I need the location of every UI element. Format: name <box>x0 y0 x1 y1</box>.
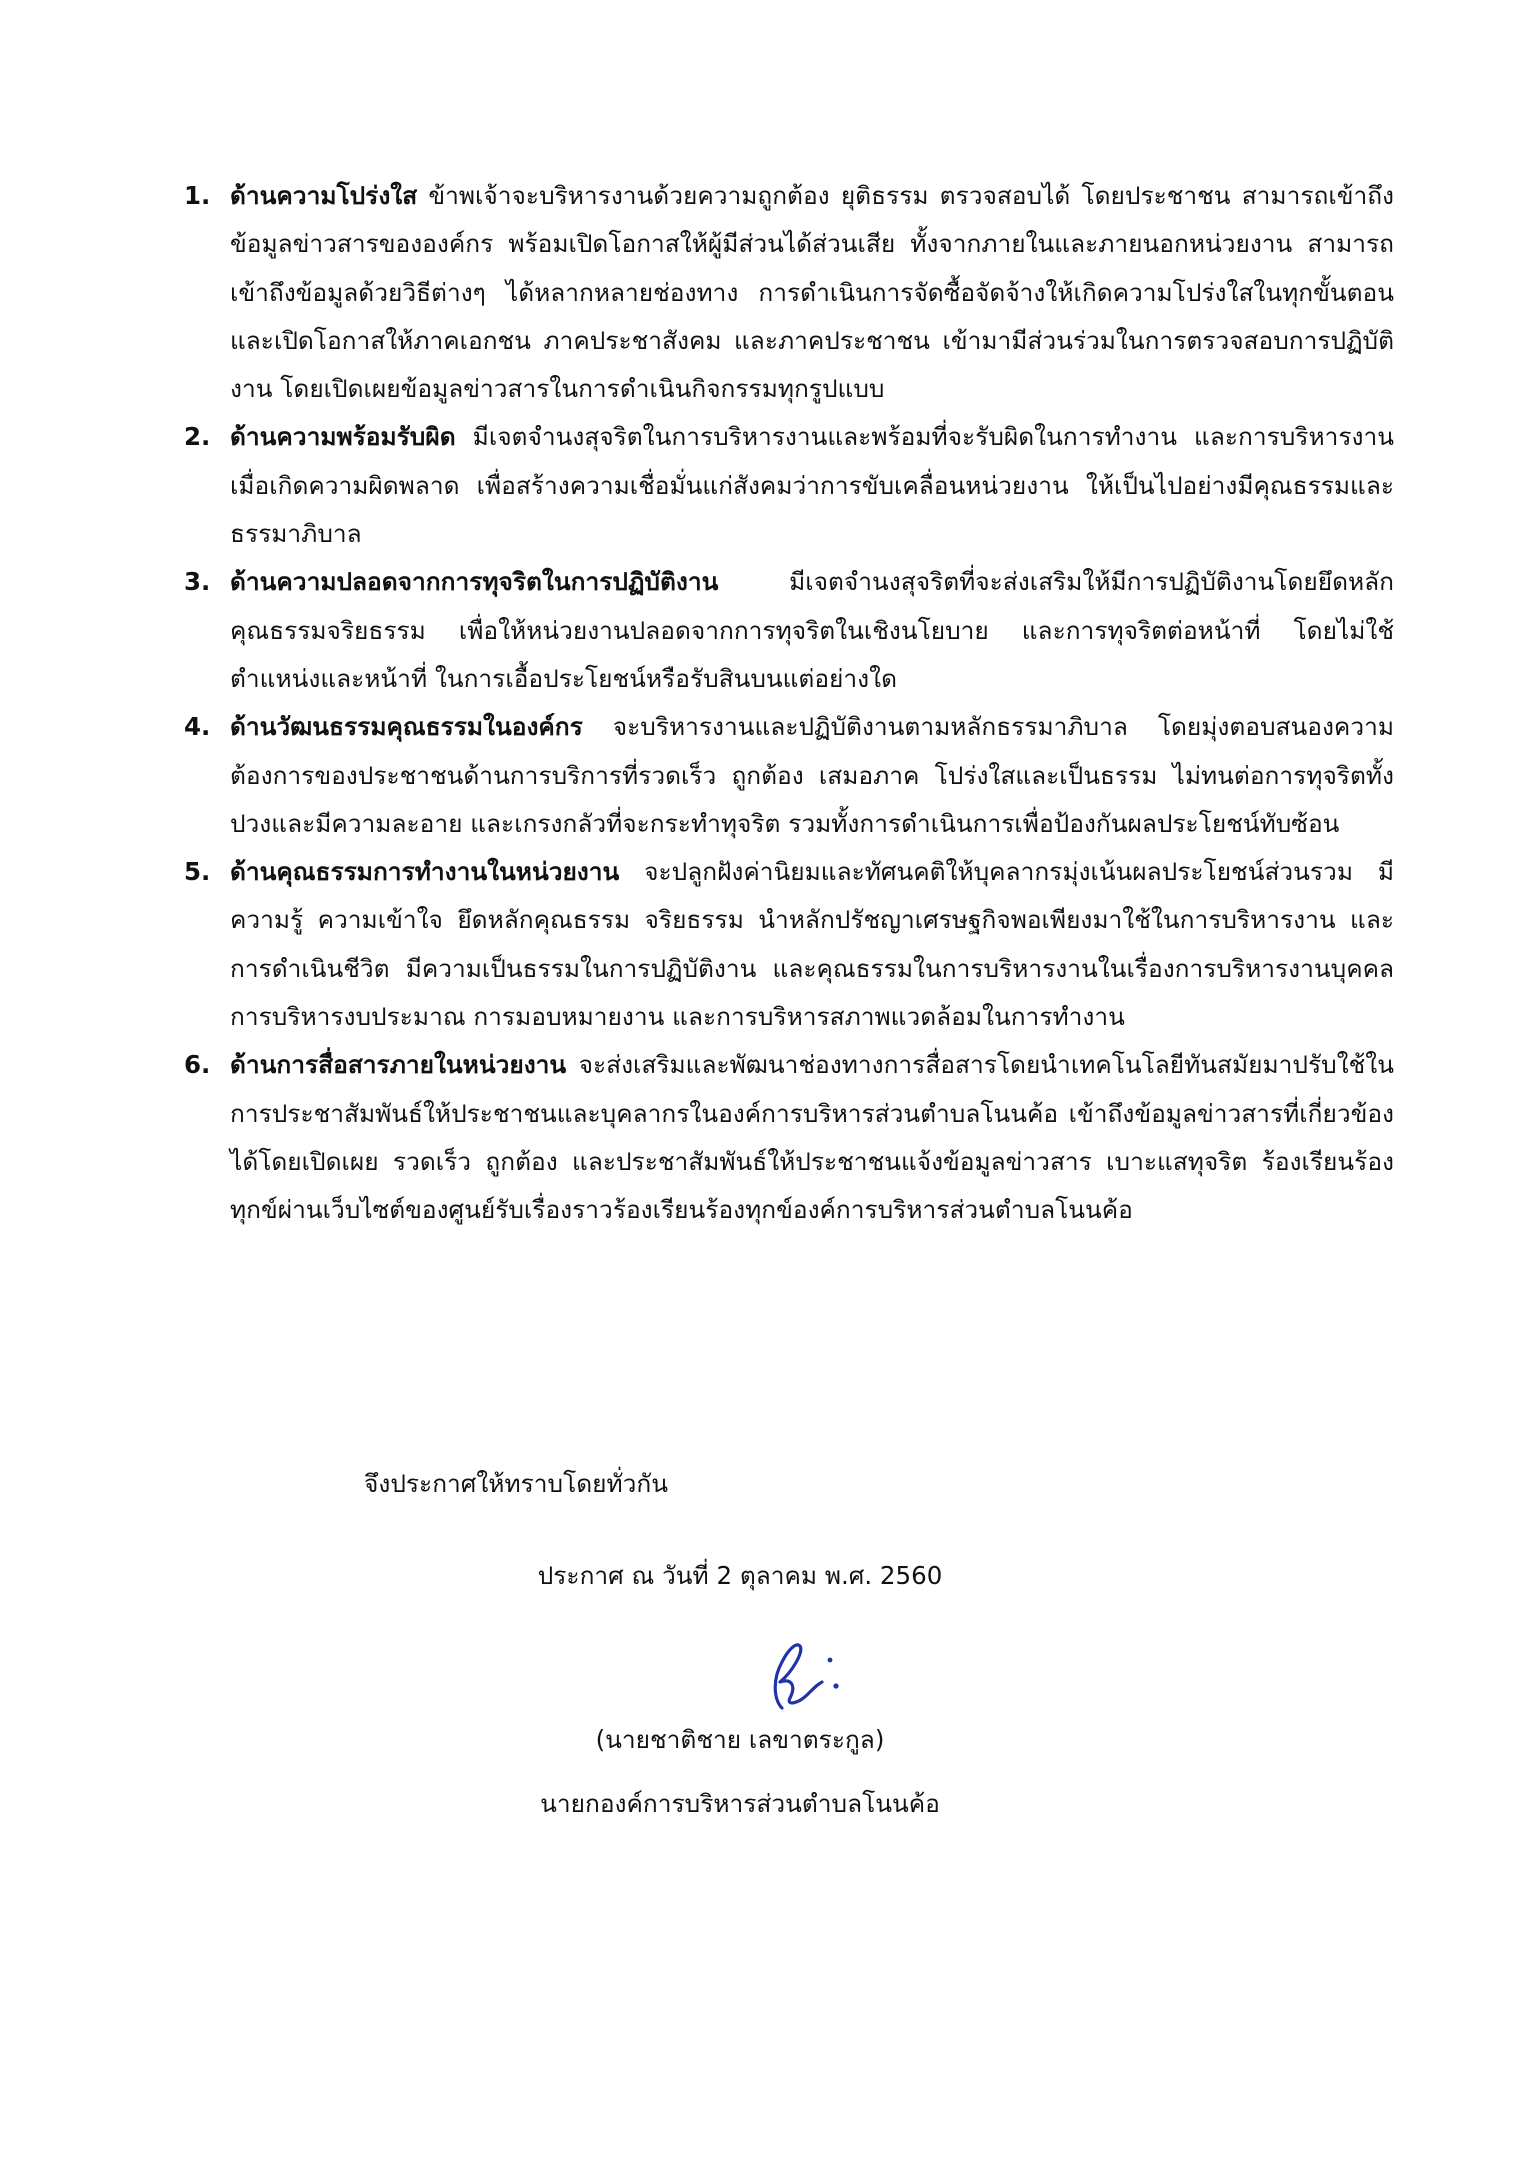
item-number: 5. <box>184 857 211 887</box>
signature-dot <box>828 1658 833 1663</box>
item-text: มีเจตจำนงสุจริตที่จะส่งเสริมให้มีการปฏิบัติงานโดยยึดหลักคุณธรรมจริยธรรม เพื่อให้หน่วยงานปลอดจากการทุจริตในเชิงนโยบาย และการทุจริตต่อหน้าที่ โดยไม่ใช้ตำแหน่งและหน้าที่ ในการเอื้อประโยชน์หรือรับสินบนแต่อย่างใด <box>230 567 1394 693</box>
item-text: จะส่งเสริมและพัฒนาช่องทางการสื่อสารโดยนำเทคโนโลยีทันสมัยมาปรับใช้ในการประชาสัมพันธ์ให้ประชาชนและบุคลากรในองค์การบริหารส่วนตำบลโนนค้อ เข้าถึงข้อมูลข่าวสารที่เกี่ยวข้องได้โดยเปิดเผย รวดเร็ว ถูกต้อง และประชาสัมพันธ์ให้ประชาชนแจ้งข้อมูลข่าวสาร เบาะแสทุจริต ร้องเรียนร้องทุกข์ผ่านเว็บไซต์ของศูนย์รับเรื่องราวร้องเรียนร้องทุกข์องค์การบริหารส่วนตำบลโนนค้อ <box>230 1050 1394 1225</box>
item-number: 1. <box>184 181 211 210</box>
item-body <box>230 558 1394 703</box>
list-item-ethical-culture <box>184 703 1394 848</box>
item-text: จะบริหารงานและปฏิบัติงานตามหลักธรรมาภิบาล โดยมุ่งตอบสนองความต้องการของประชาชนด้านการบริการที่รวดเร็ว ถูกต้อง เสมอภาค โปร่งใสและเป็นธรรม ไม่ทนต่อการทุจริตทั้งปวงและมีความละอาย และเกรงกลัวที่จะกระทำทุจริต รวมทั้งการดำเนินการเพื่อป้องกันผลประโยชน์ทับซ้อน <box>230 712 1394 838</box>
signature-stroke <box>775 1645 822 1708</box>
item-heading: ด้านคุณธรรมการทำงานในหน่วยงาน <box>230 857 620 887</box>
item-heading: ด้านความพร้อมรับผิด <box>230 422 456 452</box>
item-text: มีเจตจำนงสุจริตในการบริหารงานและพร้อมที่จะรับผิดในการทำงาน และการบริหารงานเมื่อเกิดความผิดพลาด เพื่อสร้างความเชื่อมั่นแก่สังคมว่าการขับเคลื่อนหน่วยงาน ให้เป็นไปอย่างมีคุณธรรมและธรรมาภิบาล <box>230 422 1394 549</box>
item-body <box>230 172 1394 413</box>
item-heading: ด้านความปลอดจากการทุจริตในการปฏิบัติงาน <box>230 567 719 597</box>
list-item-accountability <box>184 413 1394 558</box>
list-item-internal-communication <box>184 1041 1394 1234</box>
list-item-corruption-free <box>184 558 1394 703</box>
signer-title: นายกองค์การบริหารส่วนตำบลโนนค้อ <box>540 1789 940 1818</box>
item-number: 3. <box>184 567 211 597</box>
list-item-work-ethics <box>184 848 1394 1041</box>
item-body <box>230 703 1394 848</box>
item-heading: ด้านความโปร่งใส <box>230 181 418 210</box>
item-number: 6. <box>184 1050 211 1080</box>
item-body <box>230 848 1394 1041</box>
item-body <box>230 1041 1394 1234</box>
item-body <box>230 413 1394 558</box>
item-number: 4. <box>184 712 211 742</box>
item-heading: ด้านการสื่อสารภายในหน่วยงาน <box>230 1050 567 1080</box>
signature-dot <box>833 1683 838 1688</box>
closing-statement: จึงประกาศให้ทราบโดยทั่วกัน <box>364 1469 668 1498</box>
signer-name: (นายชาติชาย เลขาตระกูล) <box>595 1725 885 1754</box>
item-heading: ด้านวัฒนธรรมคุณธรรมในองค์กร <box>230 712 583 742</box>
item-number: 2. <box>184 422 211 452</box>
item-text: จะปลูกฝังค่านิยมและทัศนคติให้บุคลากรมุ่งเน้นผลประโยชน์ส่วนรวม มีความรู้ ความเข้าใจ ยึดหลักคุณธรรม จริยธรรม นำหลักปรัชญาเศรษฐกิจพอเพียงมาใช้ในการบริหารงาน และการดำเนินชีวิต มีความเป็นธรรมในการปฏิบัติงาน และคุณธรรมในการบริหารงานในเรื่องการบริหารงานบุคคล การบริหารงบประมาณ การมอบหมายงาน และการบริหารสภาพแวดล้อมในการทำงาน <box>230 857 1394 1032</box>
item-text: ข้าพเจ้าจะบริหารงานด้วยความถูกต้อง ยุติธรรม ตรวจสอบได้ โดยประชาชน สามารถเข้าถึงข้อมูลข่าวสารขององค์กร พร้อมเปิดโอกาสให้ผู้มีส่วนได้ส่วนเสีย ทั้งจากภายในและภายนอกหน่วยงาน สามารถเข้าถึงข้อมูลด้วยวิธีต่างๆ ได้หลากหลายช่องทาง การดำเนินการจัดซื้อจัดจ้างให้เกิดความโปร่งใสในทุกขั้นตอน และเปิดโอกาสให้ภาคเอกชน ภาคประชาสังคม และภาคประชาชน เข้ามามีส่วนร่วมในการตรวจสอบการปฏิบัติงาน โดยเปิดเผยข้อมูลข่าวสารในการดำเนินกิจกรรมทุกรูปแบบ <box>230 181 1394 404</box>
signature-image <box>752 1630 862 1720</box>
list-item-transparency <box>184 172 1394 413</box>
announcement-date: ประกาศ ณ วันที่ 2 ตุลาคม พ.ศ. 2560 <box>537 1561 943 1590</box>
commitment-list <box>184 172 1394 1235</box>
